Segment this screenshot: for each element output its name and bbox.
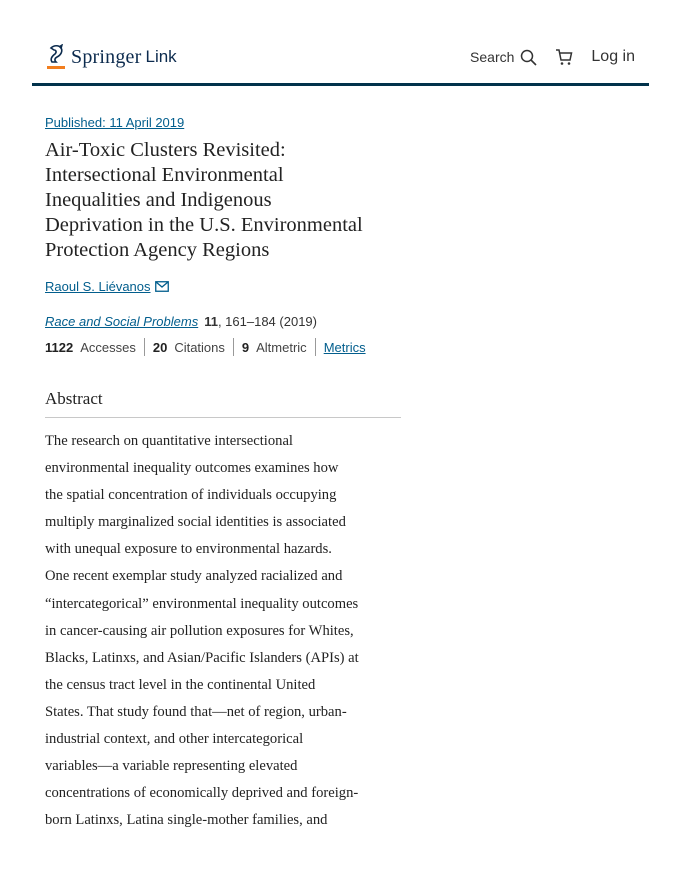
abstract-line: the census tract level in the continental United <box>45 676 316 693</box>
search-label: Search <box>470 49 515 65</box>
abstract-line: variables—a variable representing elevated <box>45 758 298 775</box>
title-line: Inequalities and Indigenous <box>45 189 272 211</box>
journal-citation <box>45 314 317 329</box>
abstract-line: One recent exemplar study analyzed racialized and <box>45 568 343 585</box>
abstract-line: the spatial concentration of individuals occupying <box>45 487 337 504</box>
abstract-line: “intercategorical” environmental inequality outcomes <box>45 595 359 612</box>
logo-wordmark: Springer <box>71 45 142 68</box>
journal-volume: 11 <box>204 314 218 329</box>
metrics-link[interactable]: Metrics <box>323 339 366 355</box>
logo-wordmark-sub: Link <box>145 47 177 66</box>
metrics-divider <box>233 338 234 356</box>
accesses-label: Accesses <box>80 339 136 355</box>
email-icon[interactable] <box>155 281 169 292</box>
cart-button[interactable] <box>555 48 573 66</box>
header-nav <box>470 48 635 66</box>
altmetric-count: 9 <box>241 339 250 355</box>
abstract-line: multiply marginalized social identities is associated <box>45 514 346 531</box>
abstract-line: born Latinxs, Latina single-mother families, and <box>45 812 328 829</box>
abstract-body <box>45 428 403 834</box>
title-line: Protection Agency Regions <box>45 239 270 261</box>
site-header <box>32 0 649 86</box>
citations-count: 20 <box>152 339 168 355</box>
published-date-link[interactable]: Published: 11 April 2019 <box>45 115 185 130</box>
cart-icon <box>555 48 573 66</box>
abstract-line: environmental inequality outcomes examines how <box>45 460 339 477</box>
metrics-divider <box>144 338 145 356</box>
title-line: Deprivation in the U.S. Environmental <box>45 214 363 236</box>
search-icon <box>520 49 537 66</box>
login-link[interactable]: Log in <box>591 48 635 65</box>
metrics-divider <box>315 338 316 356</box>
abstract-line: The research on quantitative intersectional <box>45 433 293 449</box>
journal-pages-year: , 161–184 (2019) <box>217 314 317 329</box>
abstract-line: in cancer-causing air pollution exposures for Whites, <box>45 622 354 639</box>
search-button[interactable] <box>470 49 537 66</box>
altmetric-label: Altmetric <box>256 339 307 355</box>
springer-horse-icon <box>45 44 67 70</box>
author-link[interactable]: Raoul S. Liévanos <box>45 279 151 294</box>
journal-link[interactable]: Race and Social Problems <box>45 314 199 329</box>
abstract-line: States. That study found that—net of region, urban- <box>45 703 347 720</box>
abstract-line: concentrations of economically deprived and foreign- <box>45 785 359 802</box>
abstract-line: Blacks, Latinxs, and Asian/Pacific Islanders (APIs) at <box>45 649 359 666</box>
article-title <box>45 138 405 263</box>
article-metrics <box>45 338 366 356</box>
springer-link-logo[interactable] <box>45 44 177 70</box>
abstract-heading: Abstract <box>45 389 401 418</box>
author-row <box>45 279 169 294</box>
title-line: Air-Toxic Clusters Revisited: <box>45 139 286 161</box>
abstract-line: industrial context, and other intercategorical <box>45 731 304 748</box>
citations-label: Citations <box>174 339 225 355</box>
title-line: Intersectional Environmental <box>45 164 284 186</box>
abstract-line: with unequal exposure to environmental hazards. <box>45 541 332 558</box>
accesses-count: 1122 <box>45 339 74 355</box>
